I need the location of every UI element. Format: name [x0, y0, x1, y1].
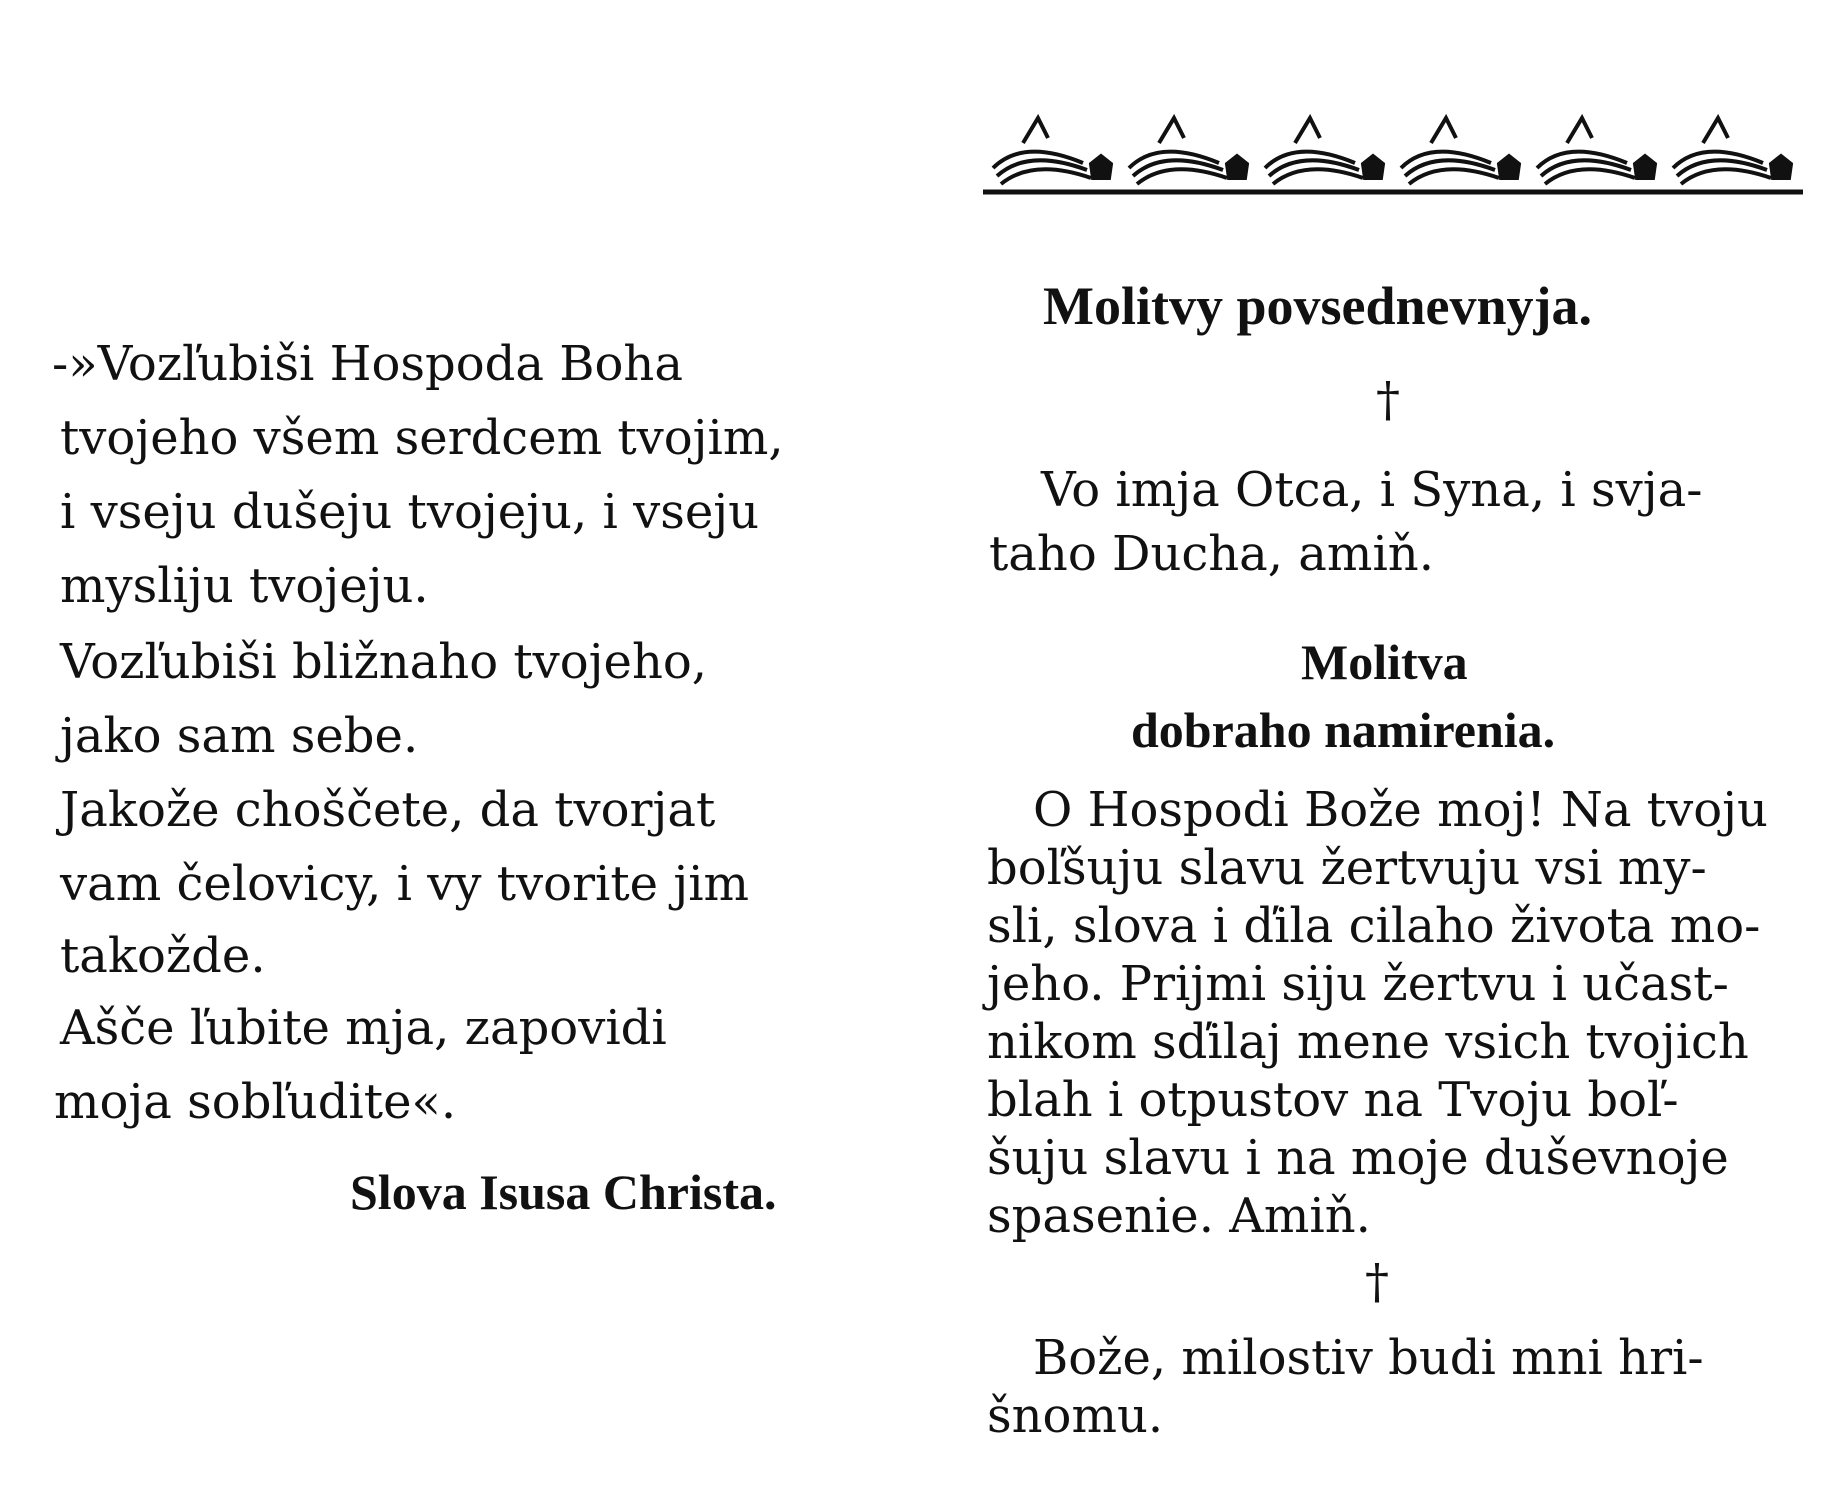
cross-icon: †	[1365, 1254, 1389, 1310]
right-page	[923, 0, 1846, 1500]
prayer-line: spasenie. Amiň.	[987, 1188, 1371, 1244]
prayer-heading: Molitva	[1301, 634, 1468, 690]
verse-line: vam čelovicy, i vy tvorite jim	[60, 856, 750, 912]
prayer-heading: dobraho namirenia.	[1131, 702, 1556, 758]
verse-line: Vozľubiši bližnaho tvojeho,	[60, 634, 708, 690]
final-line: šnomu.	[987, 1388, 1164, 1444]
verse-line: -»Vozľubiši Hospoda Boha	[52, 336, 683, 392]
attribution: Slova Isusa Christa.	[350, 1164, 777, 1220]
prayer-line: jeho. Prijmi siju žertvu i učast-	[987, 956, 1729, 1012]
verse-line: moja sobľudite«.	[54, 1074, 457, 1130]
prayer-line: nikom sďilaj mene vsich tvojich	[987, 1014, 1749, 1070]
invocation-line: taho Ducha, amiň.	[989, 526, 1434, 582]
verse-line: tvojeho všem serdcem tvojim,	[60, 410, 784, 466]
verse-line: jako sam sebe.	[60, 708, 419, 764]
page-title: Molitvy povsednevnyja.	[1043, 276, 1593, 336]
prayer-line: sli, slova i ďila cilaho života mo-	[987, 898, 1761, 954]
verse-line: Ašče ľubite mja, zapovidi	[60, 1000, 667, 1056]
verse-line: i vseju dušeju tvojeju, i vseju	[60, 484, 760, 540]
prayer-line: boľšuju slavu žertvuju vsi my-	[987, 840, 1707, 896]
verse-line: mysliju tvojeju.	[60, 558, 429, 614]
verse-line: Jakože choščete, da tvorjat	[60, 782, 716, 838]
verse-line: takožde.	[60, 928, 266, 984]
final-line: Bože, milostiv budi mni hri-	[1033, 1330, 1704, 1386]
prayer-line: O Hospodi Bože moj! Na tvoju	[1033, 782, 1768, 838]
cross-icon: †	[1376, 372, 1400, 428]
invocation-line: Vo imja Otca, i Syna, i svja-	[1041, 462, 1703, 518]
prayer-line: blah i otpustov na Tvoju boľ-	[987, 1072, 1679, 1128]
prayer-line: šuju slavu i na moje duševnoje	[987, 1130, 1729, 1186]
